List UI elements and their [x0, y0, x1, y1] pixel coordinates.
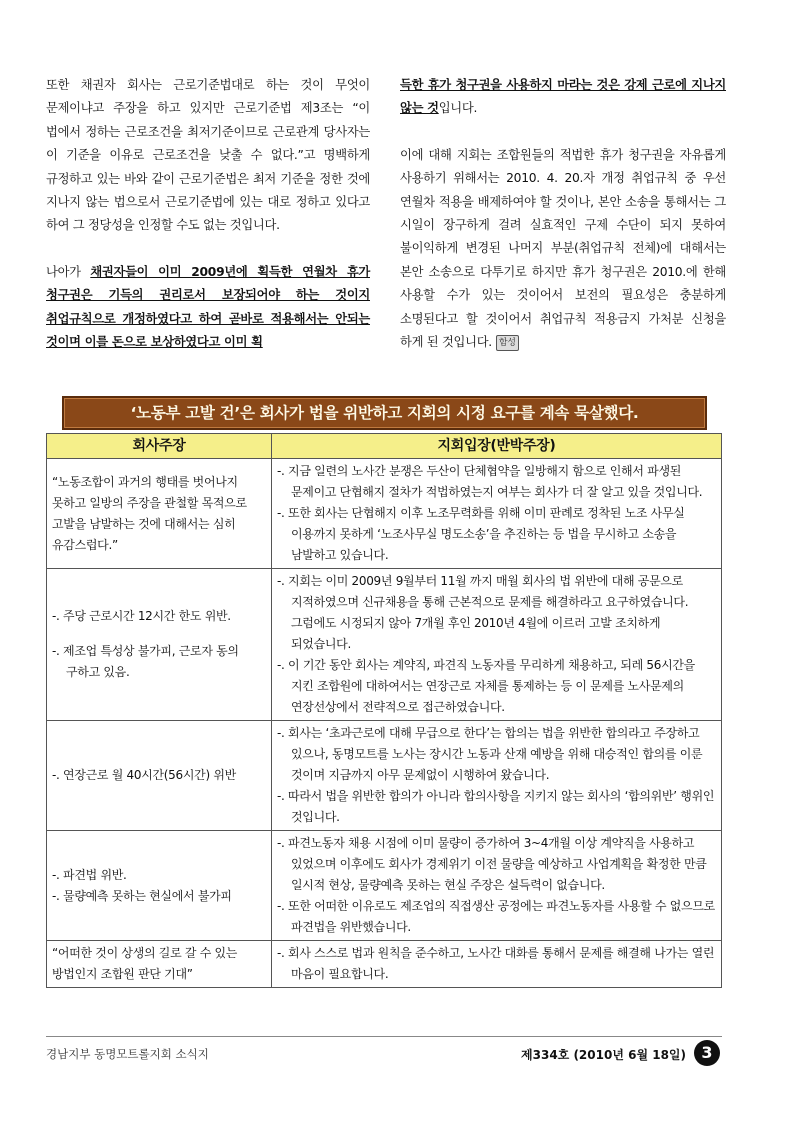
position-item: -. 따라서 법을 위반한 합의가 아니라 합의사항을 지키지 않는 회사의 ‘합의위반’ 행위인 것입니다.	[277, 789, 715, 824]
left-paragraph-1: 또한 채권자 회사는 근로기준법대로 하는 것이 무엇이 문제이냐고 주장을 하고 있지만 근로기준법 제3조는 “이 법에서 정하는 근로조건을 최저기준이므로 근로관계 당사자는 이 기준을 이유로 근로조건을 낮출 수 없다.”고 명백하게 규정하고 있는 바와 같이 근로기준법은 최저 기준을 정한 것에 지나지 않는 법으로서 근로기준법에 있는 대로 정하고 있다고 하여 그 정당성을 인정할 수도 없는 것입니다.	[46, 78, 370, 233]
company-claim-cell	[47, 459, 272, 569]
claim-text: -. 물량예측 못하는 현실에서 불가피	[52, 888, 232, 903]
right-paragraph-1	[400, 74, 726, 121]
comparison-table	[46, 433, 722, 988]
table-row	[47, 721, 722, 831]
footer-issue: 제334호 (2010년 6월 18일)	[521, 1048, 686, 1062]
left-paragraph-2	[46, 261, 370, 355]
position-item: -. 또한 어떠한 이유로도 제조업의 직접생산 공정에는 파견노동자를 사용할 수 없으므로 파견법을 위반했습니다.	[277, 899, 715, 934]
right-paragraph-1-tail: 입니다.	[438, 101, 478, 116]
table-row	[47, 941, 722, 988]
section-banner: ‘노동부 고발 건’은 회사가 법을 위반하고 지회의 시정 요구를 계속 묵살했다.	[62, 396, 707, 430]
left-paragraph-2-intro: 나아가	[46, 264, 91, 279]
position-item: -. 지금 일련의 노사간 분쟁은 두산이 단체협약을 일방해지 함으로 인해서 파생된 문제이고 단협해지 절차가 적법하였는지 여부는 회사가 더 잘 알고 있을 것입니다.	[277, 464, 703, 499]
union-position-cell	[272, 459, 722, 569]
right-column	[400, 74, 726, 354]
right-paragraph-2	[400, 144, 726, 355]
header-company-claim: 회사주장	[47, 434, 272, 459]
claim-text: “어떠한 것이 상생의 길로 갈 수 있는 방법인지 조합원 판단 기대”	[52, 946, 238, 981]
left-column	[46, 74, 370, 354]
footer-publication: 경남지부 동명모트롤지회 소식지	[46, 1047, 209, 1061]
claim-text: -. 파견법 위반.	[52, 867, 127, 882]
page-number: 3	[694, 1040, 720, 1066]
table-row	[47, 569, 722, 721]
position-item: -. 회사는 ‘초과근로에 대해 무급으로 한다’는 합의는 법을 위반한 합의라고 주장하고 있으나, 동명모트를 노사는 장시간 노동과 산재 예방을 위해 대승적인 합의를 이룬 것이며 지금까지 아무 문제없이 시행하여 왔습니다.	[277, 726, 703, 782]
union-position-cell	[272, 831, 722, 941]
claim-text: -. 주당 근로시간 12시간 한도 위반.	[52, 609, 231, 623]
company-claim-cell	[47, 721, 272, 831]
union-position-cell	[272, 721, 722, 831]
claim-text: -. 제조업 특성상 불가피, 근로자 동의 구하고 있음.	[52, 644, 239, 679]
position-item: -. 파견노동자 채용 시점에 이미 물량이 증가하여 3~4개월 이상 계약직을 사용하고 있었으며 이후에도 회사가 경제위기 이전 물량을 예상하고 사업계획을 확정한 만큼 일시적 현상, 물량예측 못하는 현실 주장은 설득력이 없습니다.	[277, 836, 707, 892]
header-union-position: 지회입장(반박주장)	[272, 434, 722, 459]
company-claim-cell	[47, 941, 272, 988]
table-header-row	[47, 434, 722, 459]
company-claim-cell	[47, 831, 272, 941]
article-end-mark: 함성	[496, 335, 519, 351]
claim-text: “노동조합이 과거의 행태를 벗어나지 못하고 일방의 주장을 관철할 목적으로 고발을 남발하는 것에 대해서는 심히 유감스럽다.”	[52, 474, 247, 552]
position-item: -. 이 기간 동안 회사는 계약직, 파견직 노동자를 무리하게 채용하고, 되레 56시간을 지킨 조합원에 대하여서는 연장근로 자체를 통제하는 등 이 문제를 노사문제의 연장선상에서 전략적으로 접근하였습니다.	[277, 658, 695, 714]
right-paragraph-1-emphasis: 득한 휴가 청구권을 사용하지 마라는 것은 강제 근로에 지나지 않는 것	[400, 78, 726, 116]
union-position-cell	[272, 569, 722, 721]
union-position-cell	[272, 941, 722, 988]
table-row	[47, 459, 722, 569]
table-row	[47, 831, 722, 941]
company-claim-cell	[47, 569, 272, 721]
left-paragraph-2-emphasis: 채권자들이 이미 2009년에 획득한 연월차 휴가 청구권은 기득의 권리로서 보장되어야 하는 것이지 취업규칙으로 개정하였다고 하여 곧바로 적용해서는 안되는 것이며 이를 돈으로 보상하였다고 이미 획	[46, 264, 370, 350]
position-item: -. 지회는 이미 2009년 9월부터 11월 까지 매월 회사의 법 위반에 대해 공문으로 지적하였으며 신규채용을 통해 근본적으로 문제를 해결하라고 요구하였습니다. 그럼에도 시정되지 않아 7개월 후인 2010년 4월에 이르러 고발 조치하게 되었습니다.	[277, 574, 689, 651]
position-item: -. 또한 회사는 단협해지 이후 노조무력화를 위해 이미 판례로 정착된 노조 사무실 이용까지 못하게 ‘노조사무실 명도소송’을 추진하는 등 법을 무시하고 소송을 남발하고 있습니다.	[277, 506, 685, 562]
right-paragraph-2-text: 이에 대해 지회는 조합원들의 적법한 휴가 청구권을 자유롭게 사용하기 위해서는 2010. 4. 20.자 개정 취업규칙 중 우선 연월차 적용을 배제하여야 할 것이나, 본안 소송을 통해서는 그 시일이 장구하게 걸려 실효적인 구제 수단이 되지 못하여 불이익하게 변경된 나머지 부분(취업규칙 전체)에 대해서는 본안 소송으로 다투기로 하지만 휴가 청구권은 2010.에 한해 사용할 수가 있는 것이어서 보전의 필요성은 충분하게 소명된다고 할 것이어서 취업규칙 적용금지 가처분 신청을 하게 된 것입니다.	[400, 147, 726, 350]
footer-divider	[46, 1036, 722, 1037]
claim-text: -. 연장근로 월 40시간(56시간) 위반	[52, 768, 236, 782]
position-item: -. 회사 스스로 법과 원칙을 준수하고, 노사간 대화를 통해서 문제를 해결해 나가는 열린 마음이 필요합니다.	[277, 946, 715, 981]
